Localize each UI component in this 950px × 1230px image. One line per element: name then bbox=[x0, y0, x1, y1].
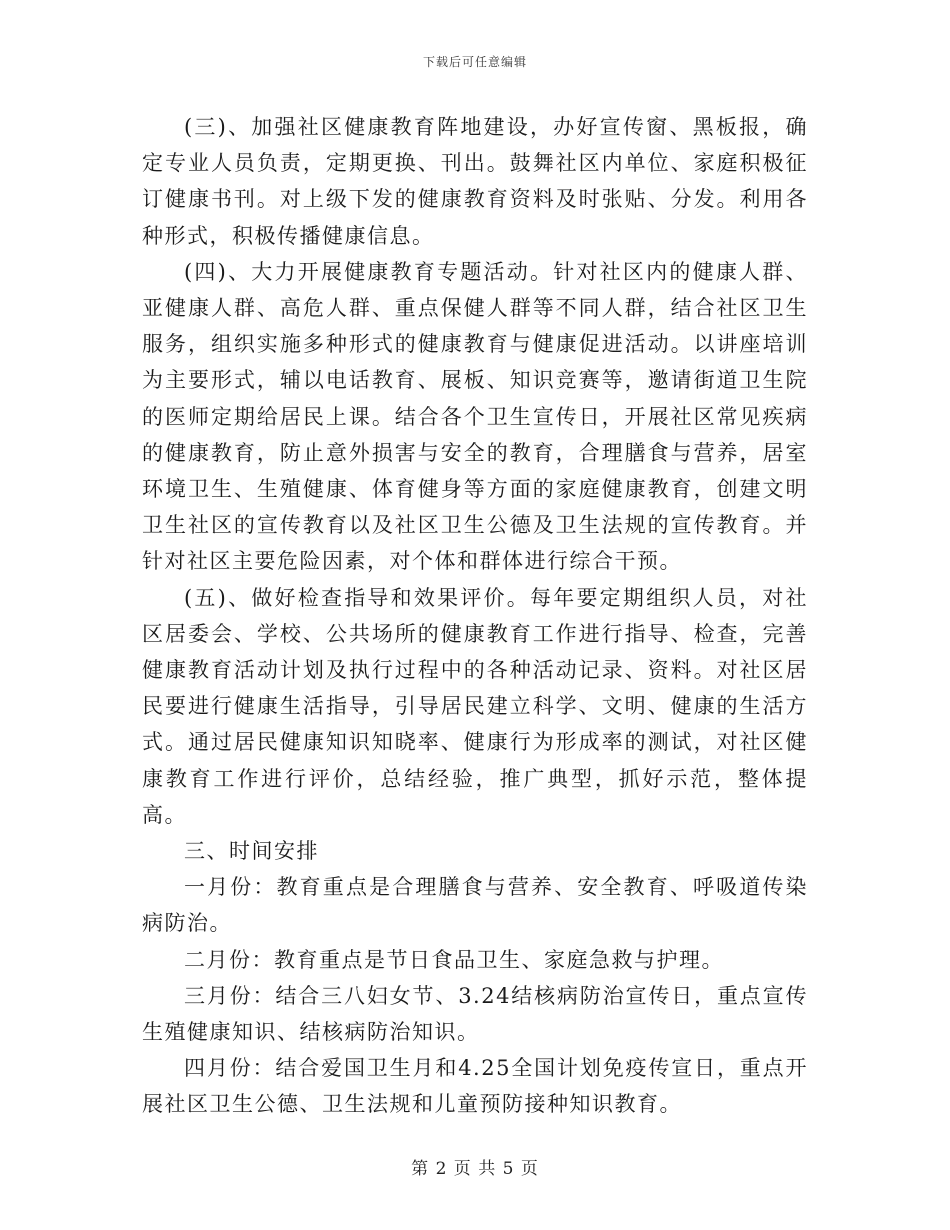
header-note: 下载后可任意编辑 bbox=[422, 55, 527, 69]
document-body bbox=[142, 109, 808, 1123]
paragraph-march: 三月份：结合三八妇女节、3.24结核病防治宣传日，重点宣传生殖健康知识、结核病防治知识。 bbox=[142, 983, 808, 1045]
paragraph-health-education-activities: (四)、大力开展健康教育专题活动。针对社区内的健康人群、亚健康人群、高危人群、重点保健人群等不同人群，结合社区卫生服务，组织实施多种形式的健康教育与健康促进活动。以讲座培训为主要形式，辅以电话教育、展板、知识竞赛等，邀请街道卫生院的医师定期给居民上课。结合各个卫生宣传日，开展社区常见疾病的健康教育，防止意外损害与安全的教育，合理膳食与营养，居室环境卫生、生殖健康、体育健身等方面的家庭健康教育，创建文明卫生社区的宣传教育以及社区卫生公德及卫生法规的宣传教育。并针对社区主要危险因素，对个体和群体进行综合干预。 bbox=[142, 259, 808, 574]
paragraph-community-education-base: (三)、加强社区健康教育阵地建设，办好宣传窗、黑板报，确定专业人员负责，定期更换、刊出。鼓舞社区内单位、家庭积极征订健康书刊。对上级下发的健康教育资料及时张贴、分发。利用各种形式，积极传播健康信息。 bbox=[142, 115, 808, 248]
paragraph-april: 四月份：结合爱国卫生月和4.25全国计划免疫传宣日，重点开展社区卫生公德、卫生法规和儿童预防接种知识教育。 bbox=[142, 1056, 808, 1117]
page-number: 第 2 页 共 5 页 bbox=[411, 1159, 539, 1179]
paragraph-february: 二月份：教育重点是节日食品卫生、家庭急救与护理。 bbox=[184, 947, 724, 972]
paragraph-january: 一月份：教育重点是合理膳食与营养、安全教育、呼吸道传染病防治。 bbox=[142, 875, 808, 936]
paragraph-inspection-evaluation: (五)、做好检查指导和效果评价。每年要定期组织人员，对社区居委会、学校、公共场所的健康教育工作进行指导、检查，完善健康教育活动计划及执行过程中的各种活动记录、资料。对社区居民要进行健康生活指导，引导居民建立科学、文明、健康的生活方式。通过居民健康知识知晓率、健康行为形成率的测试，对社区健康教育工作进行评价，总结经验，推广典型，抓好示范，整体提高。 bbox=[142, 585, 808, 827]
section-heading-schedule: 三、时间安排 bbox=[184, 839, 319, 864]
